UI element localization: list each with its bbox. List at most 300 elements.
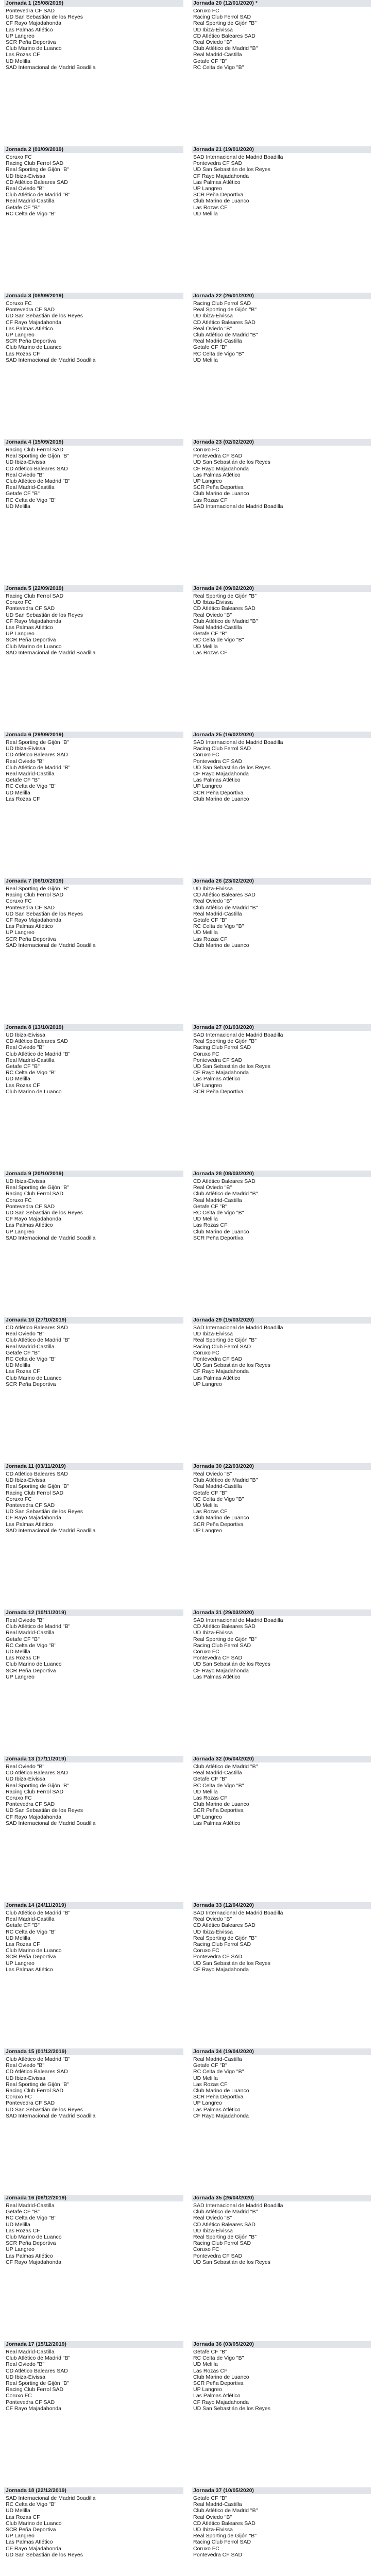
- team-name: Real Sporting de Gijón "B": [6, 1483, 70, 1490]
- round-block: [192, 732, 371, 878]
- team-name: Las Rozas CF: [6, 1655, 40, 1662]
- team-name: UD Ibiza-Eivissa: [6, 1178, 46, 1184]
- team-name: Club Marino de Luanco: [193, 1228, 249, 1235]
- team-name: Getafe CF "B": [193, 1776, 227, 1783]
- round-title: Jornada 25 (16/02/2020): [192, 732, 371, 738]
- team-name: Pontevedra CF SAD: [193, 1954, 243, 1960]
- team-name: SCR Peña Deportiva: [6, 936, 56, 942]
- team-name: Real Madrid-Castilla: [193, 338, 242, 345]
- team-name: SCR Peña Deportiva: [6, 338, 56, 345]
- team-name: Club Atlético de Madrid "B": [193, 1764, 258, 1770]
- team-name: UD San Sebastián de los Reyes: [193, 2259, 270, 2265]
- team-name: Real Madrid-Castilla: [193, 2501, 242, 2508]
- team-name: Las Palmas Atlético: [193, 2106, 241, 2113]
- round-block: [4, 2195, 183, 2341]
- team-name: Pontevedra CF SAD: [6, 605, 55, 612]
- team-name: SAD Internacional de Madrid Boadilla: [6, 2112, 96, 2119]
- team-name: UD Melilla: [193, 2075, 218, 2081]
- team-name: Club Marino de Luanco: [6, 1375, 62, 1381]
- team-name: UP Langreo: [6, 631, 35, 637]
- round-title: Jornada 34 (19/04/2020): [192, 2048, 371, 2055]
- round-row: [4, 146, 371, 293]
- team-name: Real Oviedo "B": [6, 1044, 45, 1051]
- team-name: UP Langreo: [6, 2246, 35, 2253]
- team-name: Coruxo FC: [193, 447, 219, 453]
- round-row: [4, 2195, 371, 2341]
- team-name: Coruxo FC: [193, 1349, 219, 1356]
- team-name: CD Atlético Baleares SAD: [6, 179, 68, 185]
- team-name: Real Oviedo "B": [193, 2215, 232, 2222]
- team-name: SCR Peña Deportiva: [6, 2240, 56, 2247]
- round-row: [4, 732, 371, 878]
- team-name: UD San Sebastián de los Reyes: [193, 166, 270, 173]
- round-title: Jornada 1 (25/08/2019): [4, 0, 183, 7]
- team-name: Las Rozas CF: [6, 1368, 40, 1375]
- team-name: Real Madrid-Castilla: [6, 1343, 55, 1350]
- team-name: CD Atlético Baleares SAD: [193, 1178, 255, 1184]
- team-name: Pontevedra CF SAD: [193, 2551, 243, 2558]
- team-name: UD Melilla: [193, 1502, 218, 1509]
- team-name: UD Melilla: [193, 1788, 218, 1795]
- team-name: CF Rayo Majadahonda: [193, 1667, 249, 1674]
- team-name: Real Madrid-Castilla: [6, 770, 55, 777]
- team-name: Real Madrid-Castilla: [6, 1630, 55, 1636]
- team-name: CD Atlético Baleares SAD: [6, 2069, 68, 2075]
- team-name: Club Marino de Luanco: [193, 1515, 249, 1521]
- team-name: UP Langreo: [6, 331, 35, 338]
- team-name: Coruxo FC: [193, 2246, 219, 2253]
- team-name: UP Langreo: [6, 2533, 35, 2539]
- team-name: Getafe CF "B": [6, 777, 40, 784]
- team-name: Pontevedra CF SAD: [193, 160, 243, 167]
- team-name: UD Ibiza-Eivissa: [193, 599, 233, 606]
- team-name: Coruxo FC: [6, 1794, 32, 1801]
- team-name: RC Celta de Vigo "B": [6, 210, 57, 217]
- team-name: Club Marino de Luanco: [6, 2520, 62, 2527]
- team-name: UD San Sebastián de los Reyes: [6, 910, 83, 917]
- round-title: Jornada 28 (08/03/2020): [192, 1171, 371, 1177]
- team-name: Club Atlético de Madrid "B": [193, 618, 258, 624]
- team-name: Las Palmas Atlético: [193, 1820, 241, 1826]
- team-name: UD Ibiza-Eivissa: [6, 2374, 46, 2380]
- round-row: [4, 1609, 371, 1756]
- team-name: Club Marino de Luanco: [193, 1801, 249, 1808]
- team-name: SAD Internacional de Madrid Boadilla: [6, 649, 96, 656]
- team-name: Pontevedra CF SAD: [193, 758, 243, 765]
- team-name: Las Palmas Atlético: [193, 777, 241, 784]
- team-name: CD Atlético Baleares SAD: [193, 2221, 255, 2228]
- team-name: Racing Club Ferrol SAD: [6, 2087, 64, 2094]
- team-name: Real Sporting de Gijón "B": [6, 2380, 70, 2386]
- round-block: [4, 439, 183, 585]
- team-name: Real Oviedo "B": [193, 325, 232, 332]
- round-block: [192, 2487, 371, 2576]
- team-name: Las Rozas CF: [6, 350, 40, 357]
- team-name: Racing Club Ferrol SAD: [6, 1191, 64, 1197]
- team-name: UD Ibiza-Eivissa: [6, 2075, 46, 2081]
- team-name: Club Marino de Luanco: [193, 198, 249, 205]
- round-title: Jornada 18 (22/12/2019): [4, 2487, 183, 2494]
- round-title: Jornada 23 (02/02/2020): [192, 439, 371, 446]
- team-name: Getafe CF "B": [193, 344, 227, 351]
- team-name: Getafe CF "B": [6, 204, 40, 211]
- team-name: RC Celta de Vigo "B": [193, 1496, 244, 1502]
- team-name: UD Ibiza-Eivissa: [193, 2526, 233, 2533]
- team-name: UP Langreo: [193, 478, 222, 484]
- team-name: Racing Club Ferrol SAD: [6, 160, 64, 167]
- round-title: Jornada 14 (24/11/2019): [4, 1902, 183, 1909]
- team-name: CF Rayo Majadahonda: [193, 1070, 249, 1076]
- round-block: [4, 1171, 183, 1317]
- team-name: UD Melilla: [193, 210, 218, 217]
- team-name: Coruxo FC: [6, 154, 32, 160]
- team-name: Las Rozas CF: [6, 1941, 40, 1947]
- round-title: Jornada 33 (12/04/2020): [192, 1902, 371, 1909]
- round-title: Jornada 29 (15/03/2020): [192, 1317, 371, 1324]
- round-row: [4, 1317, 371, 1463]
- team-name: SAD Internacional de Madrid Boadilla: [193, 1032, 283, 1038]
- team-name: Racing Club Ferrol SAD: [6, 2386, 64, 2393]
- team-name: Real Oviedo "B": [193, 1916, 232, 1923]
- team-name: Real Oviedo "B": [6, 2361, 45, 2368]
- round-block: [4, 585, 183, 732]
- team-name: UD San Sebastián de los Reyes: [6, 2106, 83, 2113]
- team-name: Pontevedra CF SAD: [6, 1502, 55, 1509]
- team-name: SCR Peña Deportiva: [193, 1521, 244, 1528]
- team-name: CD Atlético Baleares SAD: [6, 1471, 68, 1477]
- round-title: Jornada 26 (23/02/2020): [192, 878, 371, 885]
- team-name: Real Oviedo "B": [193, 2514, 232, 2520]
- team-name: Racing Club Ferrol SAD: [6, 593, 64, 599]
- team-name: CF Rayo Majadahonda: [193, 465, 249, 472]
- round-block: [192, 1609, 371, 1756]
- team-name: Club Marino de Luanco: [193, 490, 249, 497]
- round-block: [192, 146, 371, 293]
- team-name: Pontevedra CF SAD: [6, 8, 55, 14]
- team-name: Club Marino de Luanco: [6, 2233, 62, 2240]
- round-title: Jornada 20 (12/01/2020) *: [192, 0, 371, 7]
- team-name: Real Oviedo "B": [193, 39, 232, 45]
- team-name: CD Atlético Baleares SAD: [6, 1325, 68, 1331]
- round-title: Jornada 15 (01/12/2019): [4, 2048, 183, 2055]
- team-name: RC Celta de Vigo "B": [6, 1355, 57, 1362]
- team-name: Real Madrid-Castilla: [6, 1057, 55, 1063]
- team-name: Real Sporting de Gijón "B": [6, 1184, 70, 1191]
- team-name: Real Madrid-Castilla: [193, 1197, 242, 1204]
- team-name: UD Melilla: [6, 58, 30, 64]
- team-name: Club Marino de Luanco: [193, 2087, 249, 2094]
- team-name: Real Madrid-Castilla: [6, 484, 55, 491]
- round-row: [4, 878, 371, 1024]
- team-name: UD San Sebastián de los Reyes: [6, 2551, 83, 2558]
- team-name: Racing Club Ferrol SAD: [6, 892, 64, 899]
- team-name: UD Melilla: [6, 2507, 30, 2514]
- team-name: Coruxo FC: [6, 2094, 32, 2100]
- team-name: Club Marino de Luanco: [193, 942, 249, 948]
- round-title: Jornada 27 (01/03/2020): [192, 1024, 371, 1031]
- team-name: UD Ibiza-Eivissa: [193, 1928, 233, 1935]
- team-name: UD Ibiza-Eivissa: [193, 1331, 233, 1337]
- team-name: UP Langreo: [193, 1527, 222, 1534]
- team-name: Coruxo FC: [6, 300, 32, 307]
- team-name: CD Atlético Baleares SAD: [193, 1922, 255, 1929]
- team-name: Real Oviedo "B": [6, 1617, 45, 1623]
- team-name: Coruxo FC: [6, 2393, 32, 2399]
- team-name: UP Langreo: [6, 32, 35, 39]
- team-name: Club Marino de Luanco: [6, 1661, 62, 1668]
- team-name: Real Sporting de Gijón "B": [6, 2081, 70, 2088]
- team-name: Real Madrid-Castilla: [6, 2202, 55, 2209]
- team-name: Real Madrid-Castilla: [6, 2349, 55, 2355]
- team-name: Las Palmas Atlético: [193, 1076, 241, 1082]
- round-title: Jornada 37 (10/05/2020): [192, 2487, 371, 2494]
- team-name: SCR Peña Deportiva: [193, 2094, 244, 2100]
- team-name: Coruxo FC: [193, 1947, 219, 1954]
- team-name: CD Atlético Baleares SAD: [6, 752, 68, 758]
- team-name: Real Sporting de Gijón "B": [6, 453, 70, 460]
- team-name: Real Sporting de Gijón "B": [193, 307, 257, 313]
- team-name: SAD Internacional de Madrid Boadilla: [193, 2202, 283, 2209]
- round-title: Jornada 8 (13/10/2019): [4, 1024, 183, 1031]
- team-name: UD Ibiza-Eivissa: [193, 886, 233, 892]
- team-name: RC Celta de Vigo "B": [6, 1642, 57, 1649]
- team-name: SCR Peña Deportiva: [6, 1381, 56, 1387]
- team-name: Club Marino de Luanco: [6, 344, 62, 351]
- team-name: SAD Internacional de Madrid Boadilla: [6, 357, 96, 363]
- team-name: Getafe CF "B": [193, 2062, 227, 2069]
- team-name: UD Melilla: [6, 1648, 30, 1655]
- round-block: [192, 2195, 371, 2341]
- team-name: CD Atlético Baleares SAD: [6, 1038, 68, 1045]
- team-name: Real Sporting de Gijón "B": [193, 1337, 257, 1344]
- round-block: [192, 1317, 371, 1463]
- round-block: [192, 585, 371, 732]
- team-name: Las Rozas CF: [6, 2227, 40, 2234]
- team-name: UD Ibiza-Eivissa: [193, 2227, 233, 2234]
- team-name: Real Sporting de Gijón "B": [193, 2233, 257, 2240]
- team-name: Club Atlético de Madrid "B": [193, 1191, 258, 1197]
- team-name: Pontevedra CF SAD: [6, 2399, 55, 2405]
- round-block: [4, 1024, 183, 1171]
- team-name: Getafe CF "B": [193, 2349, 227, 2355]
- round-row: [4, 439, 371, 585]
- team-name: Pontevedra CF SAD: [193, 1355, 243, 1362]
- team-name: UD Melilla: [193, 2361, 218, 2368]
- team-name: Club Atlético de Madrid "B": [6, 2056, 71, 2062]
- team-name: Pontevedra CF SAD: [6, 1801, 55, 1808]
- team-name: Coruxo FC: [193, 1648, 219, 1655]
- team-name: UP Langreo: [193, 185, 222, 192]
- team-name: RC Celta de Vigo "B": [6, 1928, 57, 1935]
- team-name: Club Marino de Luanco: [6, 45, 62, 52]
- team-name: UD Melilla: [193, 929, 218, 936]
- team-name: Real Madrid-Castilla: [193, 910, 242, 917]
- round-block: [4, 146, 183, 293]
- round-block: [192, 1171, 371, 1317]
- team-name: CD Atlético Baleares SAD: [6, 2367, 68, 2374]
- team-name: UP Langreo: [193, 2386, 222, 2393]
- team-name: CF Rayo Majadahonda: [193, 1966, 249, 1973]
- team-name: Real Sporting de Gijón "B": [6, 739, 70, 745]
- team-name: Real Sporting de Gijón "B": [6, 166, 70, 173]
- team-name: Las Palmas Atlético: [6, 1966, 53, 1973]
- round-row: [4, 1171, 371, 1317]
- team-name: Racing Club Ferrol SAD: [6, 447, 64, 453]
- team-name: Racing Club Ferrol SAD: [193, 14, 251, 21]
- round-title: Jornada 5 (22/09/2019): [4, 585, 183, 592]
- team-name: UP Langreo: [193, 2100, 222, 2107]
- team-name: Club Atlético de Madrid "B": [6, 1050, 71, 1057]
- team-name: Getafe CF "B": [6, 2209, 40, 2215]
- team-name: Las Palmas Atlético: [6, 26, 53, 33]
- team-name: Club Marino de Luanco: [6, 1088, 62, 1095]
- team-name: RC Celta de Vigo "B": [6, 1070, 57, 1076]
- team-name: Club Atlético de Madrid "B": [6, 1910, 71, 1916]
- team-name: CF Rayo Majadahonda: [6, 20, 61, 27]
- team-name: SAD Internacional de Madrid Boadilla: [193, 1325, 283, 1331]
- team-name: CF Rayo Majadahonda: [6, 618, 61, 624]
- team-name: SAD Internacional de Madrid Boadilla: [6, 1820, 96, 1826]
- team-name: SCR Peña Deportiva: [193, 789, 244, 796]
- team-name: Club Atlético de Madrid "B": [193, 2507, 258, 2514]
- team-name: UD Ibiza-Eivissa: [6, 459, 46, 466]
- team-name: UD Melilla: [193, 357, 218, 363]
- team-name: UD Ibiza-Eivissa: [193, 26, 233, 33]
- team-name: Las Rozas CF: [6, 1082, 40, 1089]
- team-name: Real Madrid-Castilla: [6, 1916, 55, 1923]
- team-name: RC Celta de Vigo "B": [193, 1782, 244, 1789]
- round-block: [192, 0, 371, 146]
- team-name: Las Rozas CF: [193, 204, 228, 211]
- team-name: SAD Internacional de Madrid Boadilla: [193, 503, 283, 510]
- team-name: Getafe CF "B": [6, 1063, 40, 1070]
- team-name: CD Atlético Baleares SAD: [193, 1623, 255, 1630]
- team-name: SCR Peña Deportiva: [193, 2380, 244, 2386]
- team-name: Real Madrid-Castilla: [193, 624, 242, 631]
- team-name: SAD Internacional de Madrid Boadilla: [193, 154, 283, 160]
- round-title: Jornada 12 (10/11/2019): [4, 1609, 183, 1616]
- team-name: Las Rozas CF: [6, 52, 40, 58]
- team-name: Las Palmas Atlético: [6, 923, 53, 930]
- team-name: SAD Internacional de Madrid Boadilla: [6, 1234, 96, 1241]
- team-name: SCR Peña Deportiva: [193, 1088, 244, 1095]
- team-name: UD San Sebastián de los Reyes: [193, 1063, 270, 1070]
- round-row: [4, 2341, 371, 2487]
- team-name: Club Atlético de Madrid "B": [193, 1477, 258, 1484]
- team-name: Pontevedra CF SAD: [6, 904, 55, 911]
- team-name: Las Palmas Atlético: [193, 1375, 241, 1381]
- team-name: Las Palmas Atlético: [193, 179, 241, 185]
- team-name: CF Rayo Majadahonda: [6, 2545, 61, 2552]
- team-name: UD Melilla: [6, 789, 30, 796]
- round-title: Jornada 17 (15/12/2019): [4, 2341, 183, 2348]
- team-name: UD San Sebastián de los Reyes: [193, 764, 270, 771]
- round-block: [4, 1463, 183, 1609]
- team-name: Real Madrid-Castilla: [193, 52, 242, 58]
- team-name: Real Oviedo "B": [193, 1471, 232, 1477]
- team-name: UP Langreo: [193, 1082, 222, 1089]
- round-title: Jornada 4 (15/09/2019): [4, 439, 183, 446]
- round-title: Jornada 22 (26/01/2020): [192, 293, 371, 299]
- team-name: SCR Peña Deportiva: [6, 1667, 56, 1674]
- team-name: Real Oviedo "B": [6, 1331, 45, 1337]
- team-name: Las Palmas Atlético: [6, 325, 53, 332]
- team-name: Real Sporting de Gijón "B": [6, 1782, 70, 1789]
- team-name: UD San Sebastián de los Reyes: [193, 1960, 270, 1967]
- round-title: Jornada 3 (08/09/2019): [4, 293, 183, 299]
- team-name: UD Ibiza-Eivissa: [6, 745, 46, 752]
- round-title: Jornada 10 (27/10/2019): [4, 1317, 183, 1324]
- team-name: Las Palmas Atlético: [6, 2252, 53, 2259]
- team-name: Real Sporting de Gijón "B": [6, 886, 70, 892]
- round-block: [192, 2341, 371, 2487]
- team-name: SCR Peña Deportiva: [193, 192, 244, 198]
- team-name: SCR Peña Deportiva: [6, 1954, 56, 1960]
- round-block: [4, 1902, 183, 2048]
- team-name: Club Atlético de Madrid "B": [6, 764, 71, 771]
- team-name: Club Marino de Luanco: [6, 1947, 62, 1954]
- round-title: Jornada 24 (09/02/2020): [192, 585, 371, 592]
- team-name: Coruxo FC: [193, 752, 219, 758]
- team-name: UD San Sebastián de los Reyes: [6, 1209, 83, 1216]
- round-title: Jornada 7 (06/10/2019): [4, 878, 183, 885]
- team-name: CF Rayo Majadahonda: [193, 2399, 249, 2405]
- team-name: Club Atlético de Madrid "B": [6, 192, 71, 198]
- round-title: Jornada 31 (29/03/2020): [192, 1609, 371, 1616]
- team-name: Las Rozas CF: [6, 2514, 40, 2520]
- round-row: [4, 1463, 371, 1609]
- team-name: Racing Club Ferrol SAD: [193, 300, 251, 307]
- team-name: Coruxo FC: [193, 8, 219, 14]
- team-name: CD Atlético Baleares SAD: [193, 319, 255, 326]
- team-name: Racing Club Ferrol SAD: [6, 1788, 64, 1795]
- round-block: [4, 1317, 183, 1463]
- round-row: [4, 1756, 371, 1902]
- round-title: Jornada 11 (03/11/2019): [4, 1463, 183, 1470]
- team-name: Getafe CF "B": [193, 2495, 227, 2501]
- round-title: Jornada 21 (19/01/2020): [192, 146, 371, 153]
- team-name: Real Oviedo "B": [193, 1184, 232, 1191]
- team-name: RC Celta de Vigo "B": [193, 2069, 244, 2075]
- team-name: Getafe CF "B": [6, 1636, 40, 1642]
- round-block: [192, 439, 371, 585]
- team-name: RC Celta de Vigo "B": [193, 923, 244, 930]
- team-name: Club Marino de Luanco: [193, 2374, 249, 2380]
- team-name: Las Palmas Atlético: [6, 1521, 53, 1528]
- team-name: CF Rayo Majadahonda: [193, 1368, 249, 1375]
- team-name: Getafe CF "B": [193, 1203, 227, 1210]
- round-row: [4, 1024, 371, 1171]
- team-name: RC Celta de Vigo "B": [6, 2501, 57, 2508]
- team-name: RC Celta de Vigo "B": [6, 783, 57, 790]
- team-name: UD Ibiza-Eivissa: [6, 1776, 46, 1783]
- team-name: CF Rayo Majadahonda: [6, 917, 61, 923]
- team-name: UD San Sebastián de los Reyes: [6, 1807, 83, 1814]
- team-name: RC Celta de Vigo "B": [193, 2355, 244, 2362]
- team-name: UD Melilla: [6, 503, 30, 510]
- round-row: [4, 0, 371, 146]
- round-block: [4, 1756, 183, 1902]
- round-title: Jornada 32 (05/04/2020): [192, 1756, 371, 1762]
- team-name: Real Oviedo "B": [6, 2062, 45, 2069]
- round-title: Jornada 36 (03/05/2020): [192, 2341, 371, 2348]
- round-title: Jornada 13 (17/11/2019): [4, 1756, 183, 1762]
- team-name: RC Celta de Vigo "B": [193, 1209, 244, 1216]
- team-name: SCR Peña Deportiva: [193, 484, 244, 491]
- team-name: Getafe CF "B": [193, 631, 227, 637]
- team-name: Real Oviedo "B": [6, 758, 45, 765]
- team-name: Las Rozas CF: [193, 936, 228, 942]
